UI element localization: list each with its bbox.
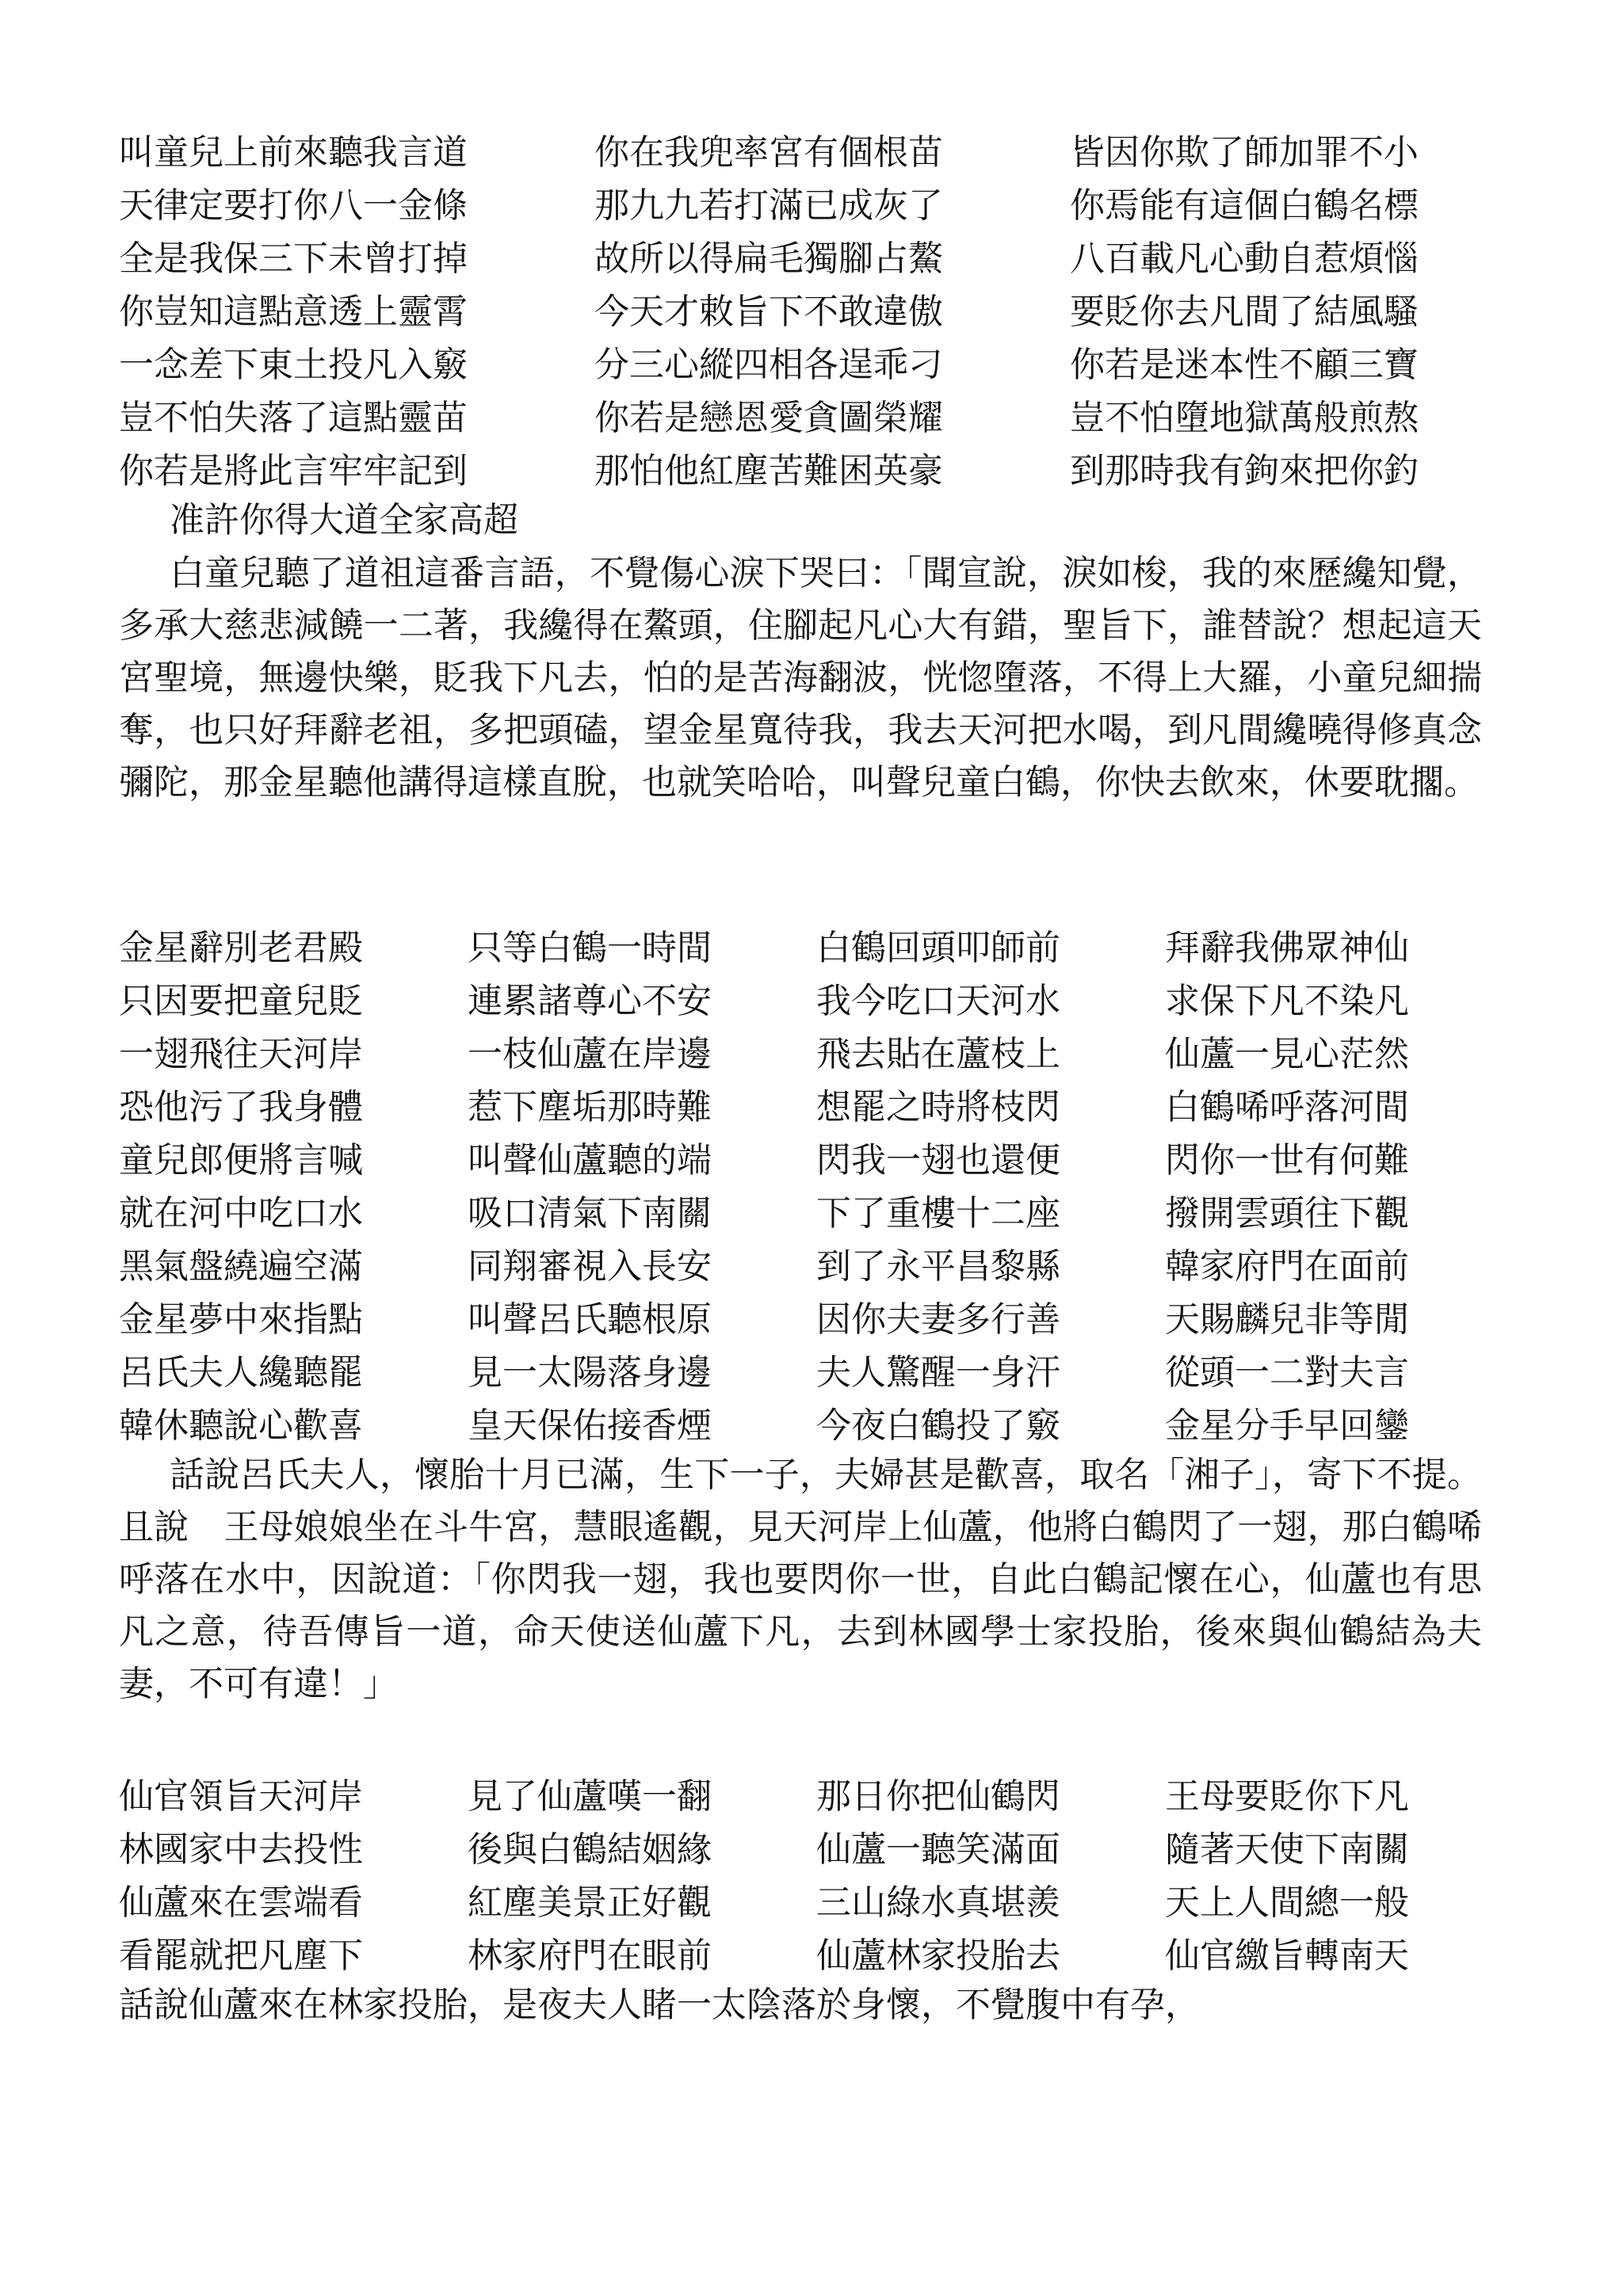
- verse-phrase: 夫人驚醒一身汗: [816, 1352, 1060, 1393]
- verse-phrase: 你在我兜率宮有個根苗: [594, 132, 943, 173]
- verse-phrase: 叫聲仙蘆聽的端: [468, 1140, 712, 1180]
- verse-phrase: 全是我保三下未曾打掉: [119, 238, 468, 279]
- verse-phrase: 白鶴唏呼落河間: [1165, 1087, 1409, 1127]
- verse-phrase: 分三心縱四相各逞乖刁: [594, 345, 943, 385]
- verse-line: [119, 176, 1482, 228]
- verse-phrase: 仙蘆來在雲端看: [119, 1882, 363, 1923]
- verse-phrase: 王母要貶你下凡: [1165, 1776, 1409, 1817]
- verse-phrase: 到那時我有鉤來把你釣: [1070, 451, 1419, 491]
- verse-phrase: 故所以得扁毛獨腳占鰲: [594, 238, 943, 279]
- verse-phrase: 想罷之時將枝閃: [816, 1087, 1060, 1127]
- verse-line: [119, 1396, 1482, 1448]
- verse-line: [119, 971, 1482, 1024]
- verse-line: [119, 388, 1482, 441]
- verse-phrase: 皇天保佑接香煙: [468, 1405, 712, 1446]
- verse-phrase: 天賜麟兒非等閒: [1165, 1299, 1409, 1340]
- verse-phrase: 仙官領旨天河岸: [119, 1776, 363, 1817]
- verse-phrase: 黑氣盤繞遍空滿: [119, 1246, 363, 1287]
- prose-paragraph: 話說呂氏夫人，懷胎十月已滿，生下一子，夫婦甚是歡喜，取名「湘子」，寄下不提。且說 王母娘娘坐在斗牛宮，慧眼遙觀，見天河岸上仙蘆，他將白鶴閃了一翅，那白鶴唏呼落在水中，因說道：「你閃我一翅，我也要閃你一世，自此白鶴記懷在心，仙蘆也有思凡之意，待吾傳旨一道，命天使送仙蘆下凡，去到林國學士家投胎，後來與仙鶴結為夫妻，不可有違！」: [119, 1455, 1482, 1704]
- verse-phrase: 白鶴回頭叩師前: [816, 928, 1060, 968]
- verse-line: [119, 1820, 1482, 1872]
- verse-phrase: 皆因你欺了師加罪不小: [1070, 132, 1419, 173]
- verse-phrase: 韓休聽說心歡喜: [119, 1405, 363, 1446]
- verse-closing-line: 准許你得大道全家高超: [170, 500, 518, 540]
- verse-phrase: 看罷就把凡塵下: [119, 1936, 363, 1976]
- verse-phrase: 紅塵美景正好觀: [468, 1882, 712, 1923]
- verse-phrase: 求保下凡不染凡: [1165, 981, 1409, 1021]
- verse-line: [119, 1184, 1482, 1236]
- verse-phrase: 從頭一二對夫言: [1165, 1352, 1409, 1393]
- verse-phrase: 你若是戀恩愛貪圖榮耀: [594, 398, 943, 438]
- verse-line: [119, 918, 1482, 971]
- verse-phrase: 三山綠水真堪羨: [816, 1882, 1060, 1923]
- verse-phrase: 仙蘆一聽笑滿面: [816, 1829, 1060, 1870]
- verse-line: [119, 1926, 1482, 1978]
- verse-phrase: 仙蘆林家投胎去: [816, 1936, 1060, 1976]
- verse-phrase: 那九九若打滿已成灰了: [594, 185, 943, 226]
- verse-phrase: 因你夫妻多行善: [816, 1299, 1060, 1340]
- verse-line: [119, 335, 1482, 387]
- verse-phrase: 一翅飛往天河岸: [119, 1034, 363, 1074]
- verse-phrase: 你焉能有這個白鶴名標: [1070, 185, 1419, 226]
- verse-phrase: 韓家府門在面前: [1165, 1246, 1409, 1287]
- verse-phrase: 那怕他紅塵苦難困英豪: [594, 451, 943, 491]
- verse-line: [119, 1343, 1482, 1395]
- verse-line: [119, 282, 1482, 334]
- verse-phrase: 要貶你去凡間了結風騷: [1070, 292, 1419, 332]
- verse-phrase: 今夜白鶴投了竅: [816, 1405, 1060, 1446]
- verse-phrase: 童兒郎便將言喊: [119, 1140, 363, 1180]
- verse-phrase: 吸口清氣下南關: [468, 1193, 712, 1234]
- verse-phrase: 同翔審視入長安: [468, 1246, 712, 1287]
- verse-phrase: 閃你一世有何難: [1165, 1140, 1409, 1180]
- verse-phrase: 下了重樓十二座: [816, 1193, 1060, 1234]
- verse-phrase: 你若是將此言牢牢記到: [119, 451, 468, 491]
- verse-phrase: 惹下塵垢那時難: [468, 1087, 712, 1127]
- verse-line: [119, 1767, 1482, 1819]
- verse-phrase: 仙官繳旨轉南天: [1165, 1936, 1409, 1976]
- verse-phrase: 叫童兒上前來聽我言道: [119, 132, 468, 173]
- verse-line: [119, 1131, 1482, 1183]
- verse-phrase: 我今吃口天河水: [816, 981, 1060, 1021]
- verse-phrase: 只因要把童兒貶: [119, 981, 363, 1021]
- verse-phrase: 今天才敕旨下不敢違傲: [594, 292, 943, 332]
- verse-phrase: 連累諸尊心不安: [468, 981, 712, 1021]
- verse-phrase: 只等白鶴一時間: [468, 928, 712, 968]
- verse-phrase: 仙蘆一見心茫然: [1165, 1034, 1409, 1074]
- verse-phrase: 天上人間總一般: [1165, 1882, 1409, 1923]
- verse-phrase: 撥開雲頭往下觀: [1165, 1193, 1409, 1234]
- verse-phrase: 拜辭我佛眾神仙: [1165, 928, 1409, 968]
- verse-phrase: 飛去貼在蘆枝上: [816, 1034, 1060, 1074]
- verse-phrase: 就在河中吃口水: [119, 1193, 363, 1234]
- prose-paragraph: 白童兒聽了道祖這番言語，不覺傷心淚下哭曰：「聞宣說，淚如梭，我的來歷纔知覺，多承大慈悲減饒一二著，我纔得在鰲頭，住腳起凡心大有錯，聖旨下，誰替說？想起這天宮聖境，無邊快樂，貶我下凡去，怕的是苦海翻波，恍惚墮落，不得上大羅，小童兒細揣奪，也只好拜辭老祖，多把頭磕，望金星寬待我，我去天河把水喝，到凡間纔曉得修真念彌陀，那金星聽他講得這樣直脫，也就笑哈哈，叫聲兒童白鶴，你快去飲來，休要耽擱。: [119, 553, 1482, 803]
- verse-line: [119, 1237, 1482, 1289]
- prose-paragraph: 話說仙蘆來在林家投胎，是夜夫人睹一太陰落於身懷，不覺腹中有孕，: [119, 1985, 1200, 2025]
- verse-line: [119, 1077, 1482, 1130]
- verse-phrase: 隨著天使下南關: [1165, 1829, 1409, 1870]
- verse-phrase: 後與白鶴結姻緣: [468, 1829, 712, 1870]
- verse-phrase: 叫聲呂氏聽根原: [468, 1299, 712, 1340]
- verse-phrase: 閃我一翅也還便: [816, 1140, 1060, 1180]
- verse-phrase: 你若是迷本性不顧三寶: [1070, 345, 1419, 385]
- verse-line: [119, 123, 1482, 175]
- verse-phrase: 呂氏夫人纔聽罷: [119, 1352, 363, 1393]
- verse-line: [119, 1873, 1482, 1925]
- verse-phrase: 見一太陽落身邊: [468, 1352, 712, 1393]
- verse-line: [119, 229, 1482, 281]
- verse-phrase: 八百載凡心動自惹煩惱: [1070, 238, 1419, 279]
- verse-phrase: 恐他污了我身體: [119, 1087, 363, 1127]
- verse-phrase: 那日你把仙鶴閃: [816, 1776, 1060, 1817]
- verse-phrase: 天律定要打你八一金條: [119, 185, 468, 226]
- verse-phrase: 林家府門在眼前: [468, 1936, 712, 1976]
- verse-phrase: 豈不怕失落了這點靈苗: [119, 398, 468, 438]
- verse-phrase: 到了永平昌黎縣: [816, 1246, 1060, 1287]
- verse-line: [119, 1024, 1482, 1077]
- verse-phrase: 一枝仙蘆在岸邊: [468, 1034, 712, 1074]
- verse-phrase: 金星辭別老君殿: [119, 928, 363, 968]
- verse-phrase: 見了仙蘆嘆一翻: [468, 1776, 712, 1817]
- verse-phrase: 你豈知這點意透上靈霄: [119, 292, 468, 332]
- verse-phrase: 一念差下東土投凡入竅: [119, 345, 468, 385]
- verse-line: [119, 441, 1482, 494]
- verse-line: [119, 1290, 1482, 1342]
- verse-phrase: 林國家中去投性: [119, 1829, 363, 1870]
- verse-phrase: 金星分手早回鑾: [1165, 1405, 1409, 1446]
- verse-phrase: 豈不怕墮地獄萬般煎熬: [1070, 398, 1419, 438]
- verse-phrase: 金星夢中來指點: [119, 1299, 363, 1340]
